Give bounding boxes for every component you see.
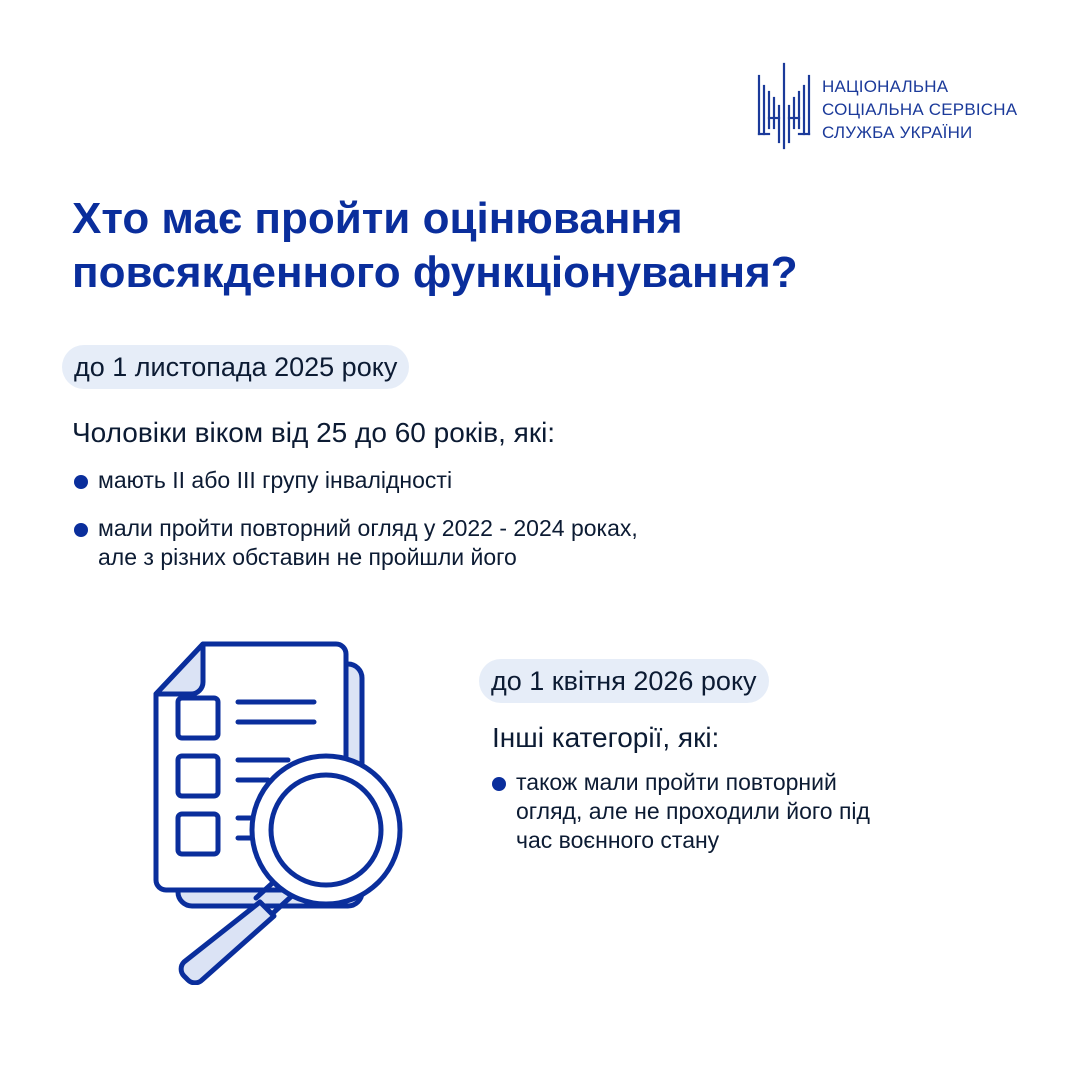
list-item-text: час воєнного стану [516,827,720,853]
list-item-text: мають II або III групу інвалідності [98,467,453,493]
deadline-badge-1: до 1 листопада 2025 року [62,345,409,389]
section-1-list [72,466,792,591]
page-title [72,192,1012,300]
logo-text [822,75,1017,144]
deadline-badge-2: до 1 квітня 2026 року [479,659,769,703]
list-item [72,466,792,495]
logo-line: НАЦІОНАЛЬНА [822,77,949,96]
list-item-text: огляд, але не проходили його під [516,798,870,824]
nssu-emblem-icon [756,62,814,150]
section-2-heading: Інші категорії, які: [492,722,720,753]
bullet-dot-icon [74,475,88,489]
nssu-logo [756,62,1017,150]
logo-line: СОЦІАЛЬНА СЕРВІСНА [822,100,1018,119]
bullet-dot-icon [492,777,506,791]
logo-line: СЛУЖБА УКРАЇНИ [822,123,973,142]
list-item-text: але з різних обставин не пройшли його [98,544,517,570]
document-checklist-magnifier-icon [148,640,410,985]
list-item [490,768,960,855]
list-item-text: також мали пройти повторний [516,769,837,795]
bullet-dot-icon [74,523,88,537]
list-item [72,514,792,572]
section-1-heading: Чоловіки віком від 25 до 60 років, які: [72,417,556,448]
list-item-text: мали пройти повторний огляд у 2022 - 2024 роках, [98,515,638,541]
title-line-2: повсякденного функціонування? [72,248,798,297]
title-line-1: Хто має пройти оцінювання [72,194,683,243]
section-2-list [490,768,960,855]
